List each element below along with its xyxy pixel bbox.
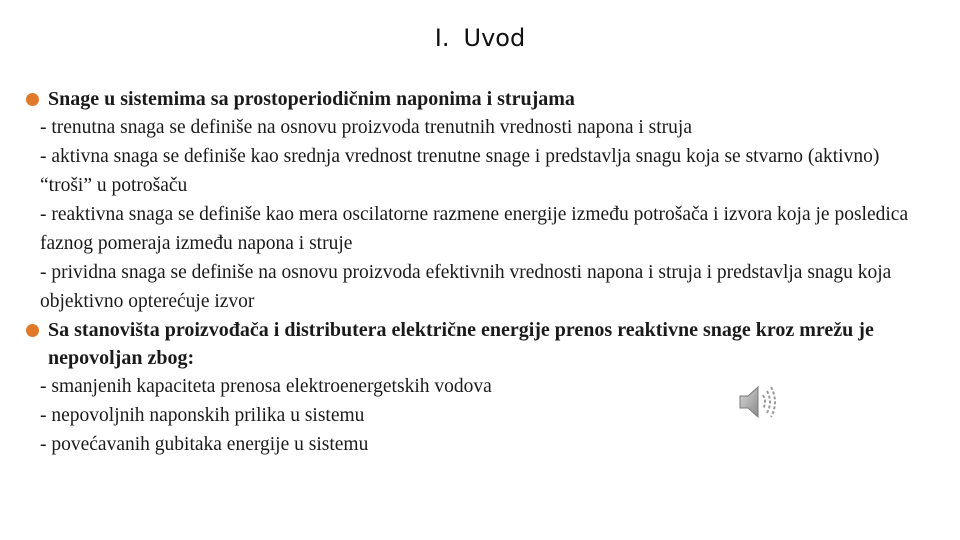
speaker-icon[interactable] <box>736 380 780 424</box>
bullet-heading: Sa stanovišta proizvođača i distributera električne energije prenos reaktivne snage kroz mrežu je nepovoljan zbog: <box>48 319 874 369</box>
bullet-1 <box>26 85 926 113</box>
sub-item: - smanjenih kapaciteta prenosa elektroenergetskih vodova <box>40 376 492 397</box>
bullet-2 <box>26 316 926 372</box>
bullet-dot-icon <box>26 324 39 337</box>
bullet-dot-icon <box>26 93 39 106</box>
slide-title <box>0 24 960 52</box>
sub-item: - nepovoljnih naponskih prilika u sistemu <box>40 405 365 426</box>
sub-item: - aktivna snaga se definiše kao srednja vrednost trenutne snage i predstavlja snagu koja se stvarno (aktivno) “troši” u potrošaču <box>40 146 880 196</box>
title-text: Uvod <box>463 24 526 52</box>
slide-content <box>26 85 926 459</box>
sub-item: - trenutna snaga se definiše na osnovu proizvoda trenutnih vrednosti napona i struja <box>40 117 692 138</box>
sub-item: - prividna snaga se definiše na osnovu proizvoda efektivnih vrednosti napona i struja i predstavlja snagu koja objektivno opterećuje izvor <box>40 262 892 312</box>
sub-item: - reaktivna snaga se definiše kao mera oscilatorne razmene energije između potrošača i izvora koja je posledica faznog pomeraja između napona i struje <box>40 204 909 254</box>
sub-item: - povećavanih gubitaka energije u sistemu <box>40 434 369 455</box>
section-number: I. <box>434 24 450 52</box>
bullet-heading: Snage u sistemima sa prostoperiodičnim naponima i strujama <box>48 88 575 110</box>
